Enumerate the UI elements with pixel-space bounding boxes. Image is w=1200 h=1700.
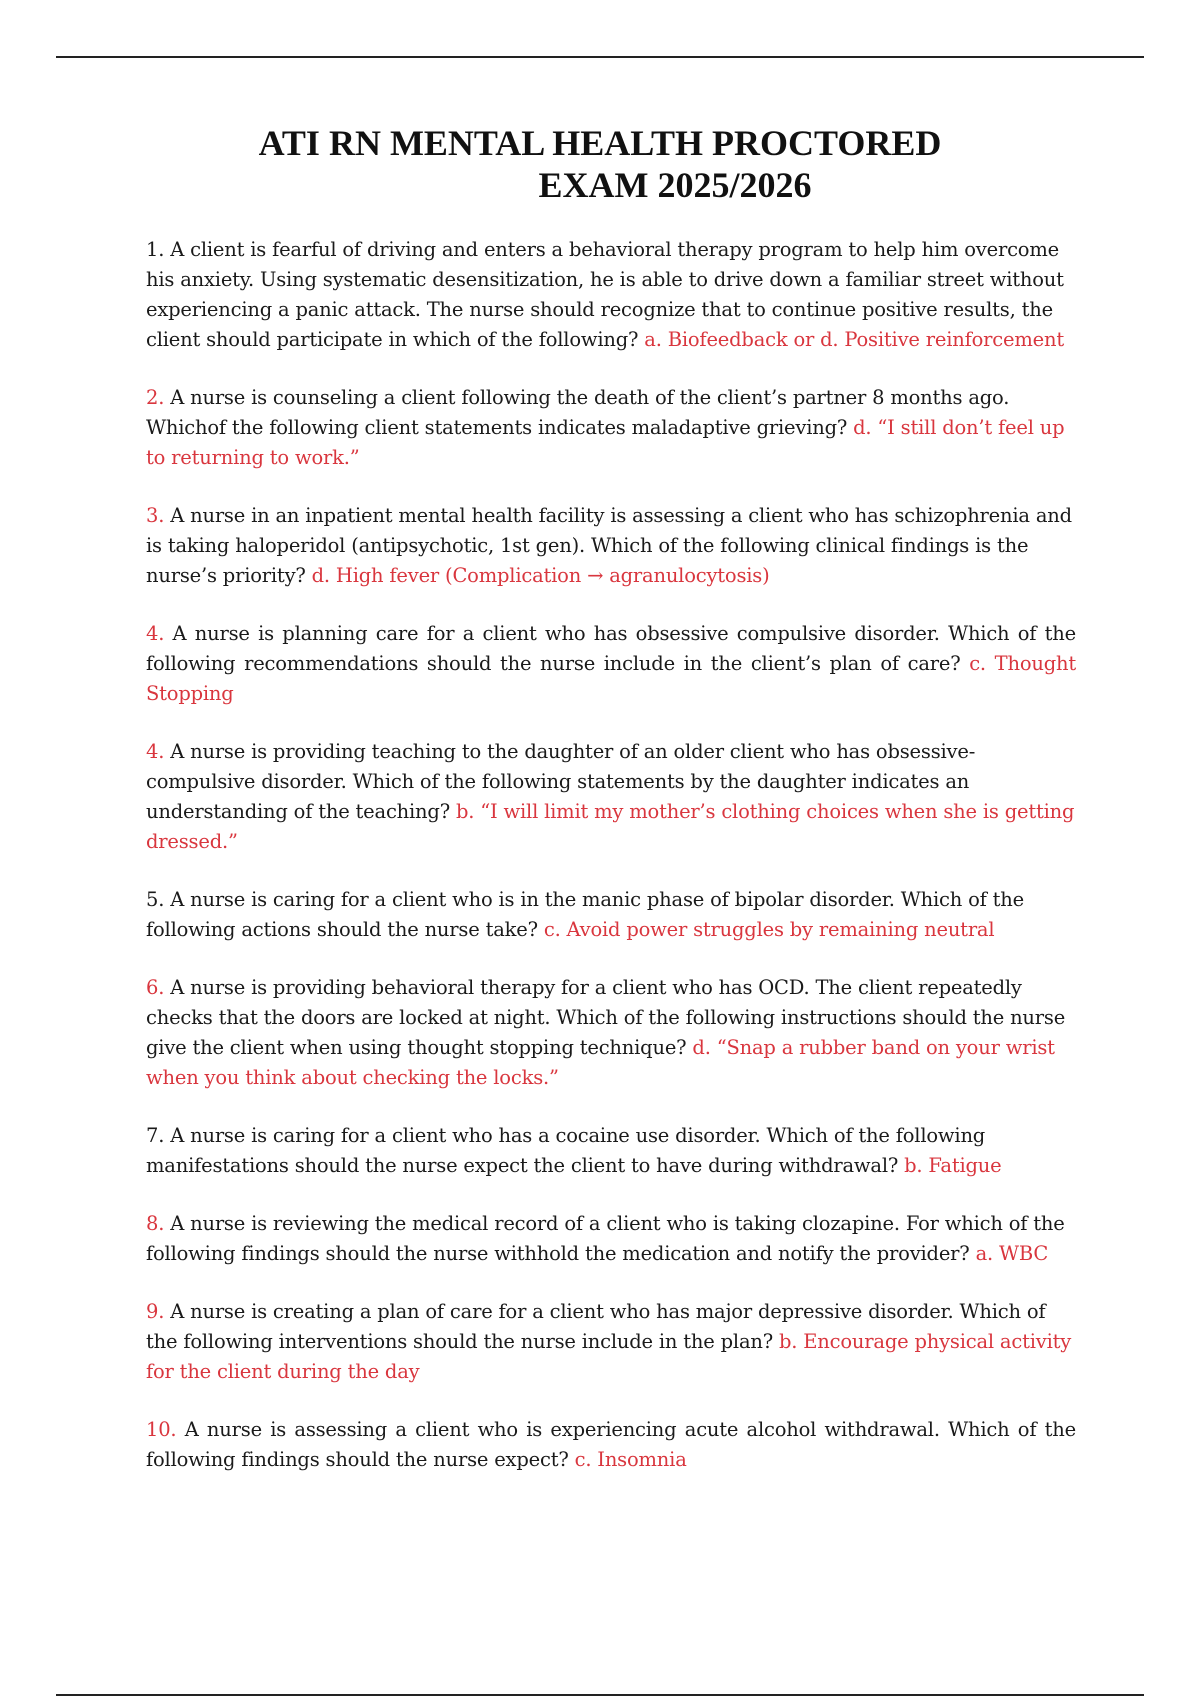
question-3 [146,501,1076,591]
question-text: A nurse is providing behavioral therapy for a client who has OCD. The client repeatedly checks that the doors are locked at night. Which of the following instructions should the nurse give the client when using thought stopping technique? [146,976,1066,1059]
answer-text: a. WBC [975,1242,1049,1265]
answer-text: c. Thought Stopping [146,652,1076,705]
answer-text: d. “I still don’t feel up to returning to work.” [146,416,1065,469]
question-number: 4. [146,622,165,645]
question-5 [146,885,1076,945]
page-title [0,122,1200,206]
question-8 [146,1209,1076,1269]
question-number: 6. [146,976,165,999]
question-number: 7. [146,1124,165,1147]
question-text: A nurse in an inpatient mental health facility is assessing a client who has schizophrenia and is taking haloperidol (antipsychotic, 1st gen). Which of the following clinical findings is the nurse’s priority? [146,504,1072,587]
question-text: A nurse is caring for a client who has a cocaine use disorder. Which of the following manifestations should the nurse expect the client to have during withdrawal? [146,1124,986,1177]
question-number: 5. [146,888,165,911]
answer-text: c. Insomnia [574,1448,687,1471]
question-10 [146,1415,1076,1475]
question-6 [146,973,1076,1093]
question-number: 9. [146,1300,165,1323]
question-2 [146,383,1076,473]
answer-text: a. Biofeedback or d. Positive reinforcement [644,328,1064,351]
answer-text: c. Avoid power struggles by remaining neutral [543,918,995,941]
question-text: A nurse is caring for a client who is in the manic phase of bipolar disorder. Which of the following actions should the nurse take? [146,888,1024,941]
question-text: A nurse is providing teaching to the daughter of an older client who has obsessive-compulsive disorder. Which of the following statements by the daughter indicates an understanding of the teaching? [146,740,976,823]
question-number: 10. [146,1418,177,1441]
question-text: A client is fearful of driving and enters a behavioral therapy program to help him overcome his anxiety. Using systematic desensitization, he is able to drive down a familiar street without experiencing a panic attack. The nurse should recognize that to continue positive results, the client should participate in which of the following? [146,238,1064,351]
question-number: 2. [146,386,165,409]
question-text: A nurse is counseling a client following the death of the client’s partner 8 months ago. Whichof the following client statements indicates maladaptive grieving? [146,386,1010,439]
title-line-1: ATI RN MENTAL HEALTH PROCTORED [258,123,942,163]
top-rule [56,56,1144,58]
question-number: 4. [146,740,165,763]
answer-text: b. Fatigue [904,1154,1002,1177]
question-7 [146,1121,1076,1181]
answer-text: d. High fever (Complication → agranulocytosis) [311,564,770,587]
question-list [146,235,1076,1503]
answer-text: b. Encourage physical activity for the client during the day [146,1330,1072,1383]
question-text: A nurse is creating a plan of care for a client who has major depressive disorder. Which of the following interventions should the nurse include in the plan? [146,1300,1046,1353]
bottom-rule [56,1694,1144,1696]
question-text: A nurse is planning care for a client who has obsessive compulsive disorder. Which of the following recommendations should the nurse include in the client’s plan of care? [146,622,1076,675]
answer-text: b. “I will limit my mother’s clothing choices when she is getting dressed.” [146,800,1075,853]
title-line-2: EXAM 2025/2026 [538,165,812,205]
question-4a [146,619,1076,709]
answer-text: d. “Snap a rubber band on your wrist when you think about checking the locks.” [146,1036,1055,1089]
question-1 [146,235,1076,355]
question-number: 8. [146,1212,165,1235]
question-number: 1. [146,238,165,261]
question-text: A nurse is assessing a client who is experiencing acute alcohol withdrawal. Which of the following findings should the nurse expect? [146,1418,1076,1471]
question-4b [146,737,1076,857]
question-9 [146,1297,1076,1387]
question-text: A nurse is reviewing the medical record of a client who is taking clozapine. For which of the following findings should the nurse withhold the medication and notify the provider? [146,1212,1065,1265]
question-number: 3. [146,504,165,527]
